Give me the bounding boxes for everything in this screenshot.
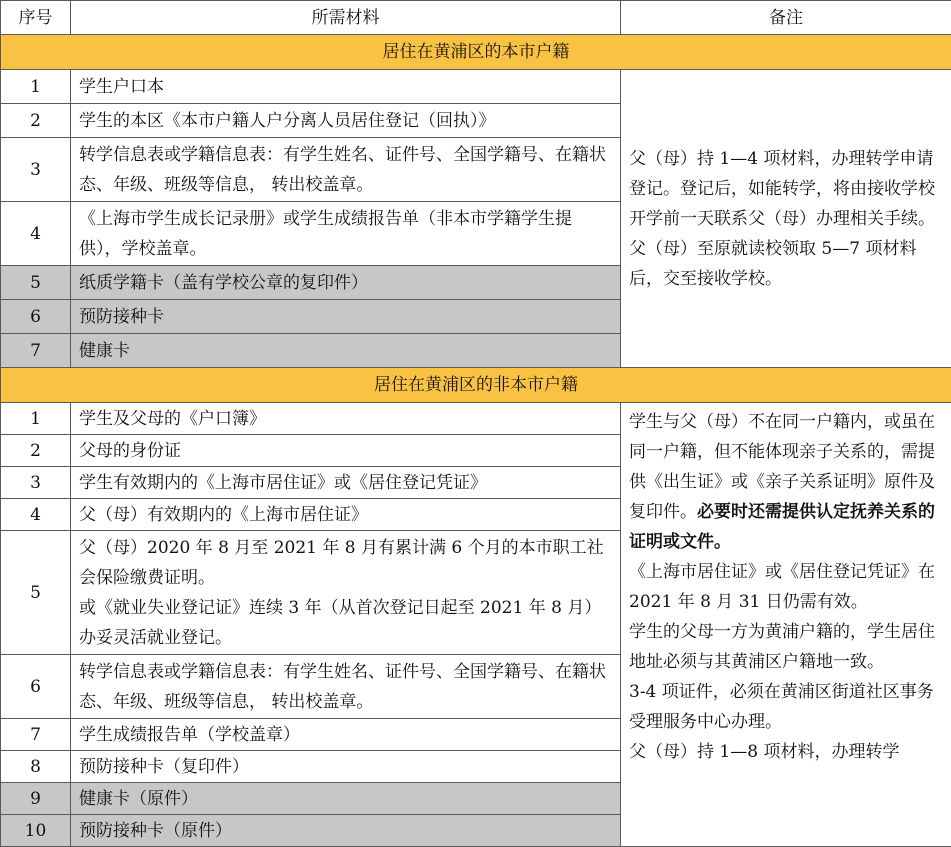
section-2-title: 居住在黄浦区的非本市户籍: [1, 368, 951, 403]
row-number: 10: [1, 815, 71, 847]
header-row: [1, 1, 951, 35]
header-remarks: 备注: [621, 1, 951, 35]
row-material: 学生成绩报告单（学校盖章）: [71, 719, 621, 751]
table-row: [1, 70, 951, 104]
remark-paragraph: 父（母）持 1—8 项材料，办理转学: [629, 737, 943, 767]
remark-paragraph: [629, 407, 943, 557]
row-material: 预防接种卡: [71, 300, 621, 334]
row-number: 6: [1, 655, 71, 719]
header-materials: 所需材料: [71, 1, 621, 35]
row-number: 3: [1, 138, 71, 202]
row-material: 《上海市学生成长记录册》或学生成绩报告单（非本市学籍学生提供），学校盖章。: [71, 202, 621, 266]
row-material-line: 或《就业失业登记证》连续 3 年（从首次登记日起至 2021 年 8 月）办妥灵活就业登记。: [79, 593, 612, 653]
row-number: 4: [1, 499, 71, 531]
remark-paragraph: 《上海市居住证》或《居住登记凭证》在 2021 年 8 月 31 日仍需有效。: [629, 557, 943, 617]
remark-paragraph: 3-4 项证件，必须在黄浦区街道社区事务受理服务中心办理。: [629, 677, 943, 737]
remark-paragraph: 学生的父母一方为黄浦户籍的，学生居住地址必须与其黄浦区户籍地一致。: [629, 617, 943, 677]
row-material: 学生户口本: [71, 70, 621, 104]
row-material: 学生有效期内的《上海市居住证》或《居住登记凭证》: [71, 467, 621, 499]
row-material: 转学信息表或学籍信息表：有学生姓名、证件号、全国学籍号、在籍状态、年级、班级等信息， 转出校盖章。: [71, 655, 621, 719]
row-material: 学生的本区《本市户籍人户分离人员居住登记（回执）》: [71, 104, 621, 138]
row-material: 转学信息表或学籍信息表：有学生姓名、证件号、全国学籍号、在籍状态、年级、班级等信息， 转出校盖章。: [71, 138, 621, 202]
row-material: 健康卡（原件）: [71, 783, 621, 815]
section-1-remarks: [621, 70, 951, 368]
row-number: 1: [1, 403, 71, 435]
row-number: 6: [1, 300, 71, 334]
row-number: 8: [1, 751, 71, 783]
row-material: 纸质学籍卡（盖有学校公章的复印件）: [71, 266, 621, 300]
row-number: 5: [1, 266, 71, 300]
row-material: 学生及父母的《户口簿》: [71, 403, 621, 435]
header-seq: 序号: [1, 1, 71, 35]
row-number: 2: [1, 104, 71, 138]
table-row: [1, 403, 951, 435]
remark-bold-text: 必要时还需提供认定抚养关系的证明或文件。: [629, 502, 935, 552]
section-2-header: [1, 368, 951, 403]
row-number: 3: [1, 467, 71, 499]
row-material: 父母的身份证: [71, 435, 621, 467]
row-material: 父（母）有效期内的《上海市居住证》: [71, 499, 621, 531]
row-material-line: 父（母）2020 年 8 月至 2021 年 8 月有累计满 6 个月的本市职工社会保险缴费证明。: [79, 533, 612, 593]
row-number: 4: [1, 202, 71, 266]
row-number: 5: [1, 531, 71, 655]
row-number: 7: [1, 719, 71, 751]
remark-paragraph: 父（母）持 1—4 项材料，办理转学申请登记。登记后，如能转学，将由接收学校开学前一天联系父（母）办理相关手续。: [629, 144, 943, 234]
remark-text: 学生与父（母）不在同一户籍内，或虽在同一户籍，但不能体现亲子关系的，需提供《出生证》或《亲子关系证明》原件及复印件。: [629, 412, 935, 522]
section-1-header: [1, 35, 951, 70]
row-number: 2: [1, 435, 71, 467]
section-2-remarks: [621, 403, 951, 847]
row-material: 健康卡: [71, 334, 621, 368]
remark-paragraph: 父（母）至原就读校领取 5—7 项材料后，交至接收学校。: [629, 234, 943, 294]
row-number: 9: [1, 783, 71, 815]
row-number: 1: [1, 70, 71, 104]
row-material: [71, 531, 621, 655]
row-material: 预防接种卡（复印件）: [71, 751, 621, 783]
row-number: 7: [1, 334, 71, 368]
row-material: 预防接种卡（原件）: [71, 815, 621, 847]
section-1-title: 居住在黄浦区的本市户籍: [1, 35, 951, 70]
